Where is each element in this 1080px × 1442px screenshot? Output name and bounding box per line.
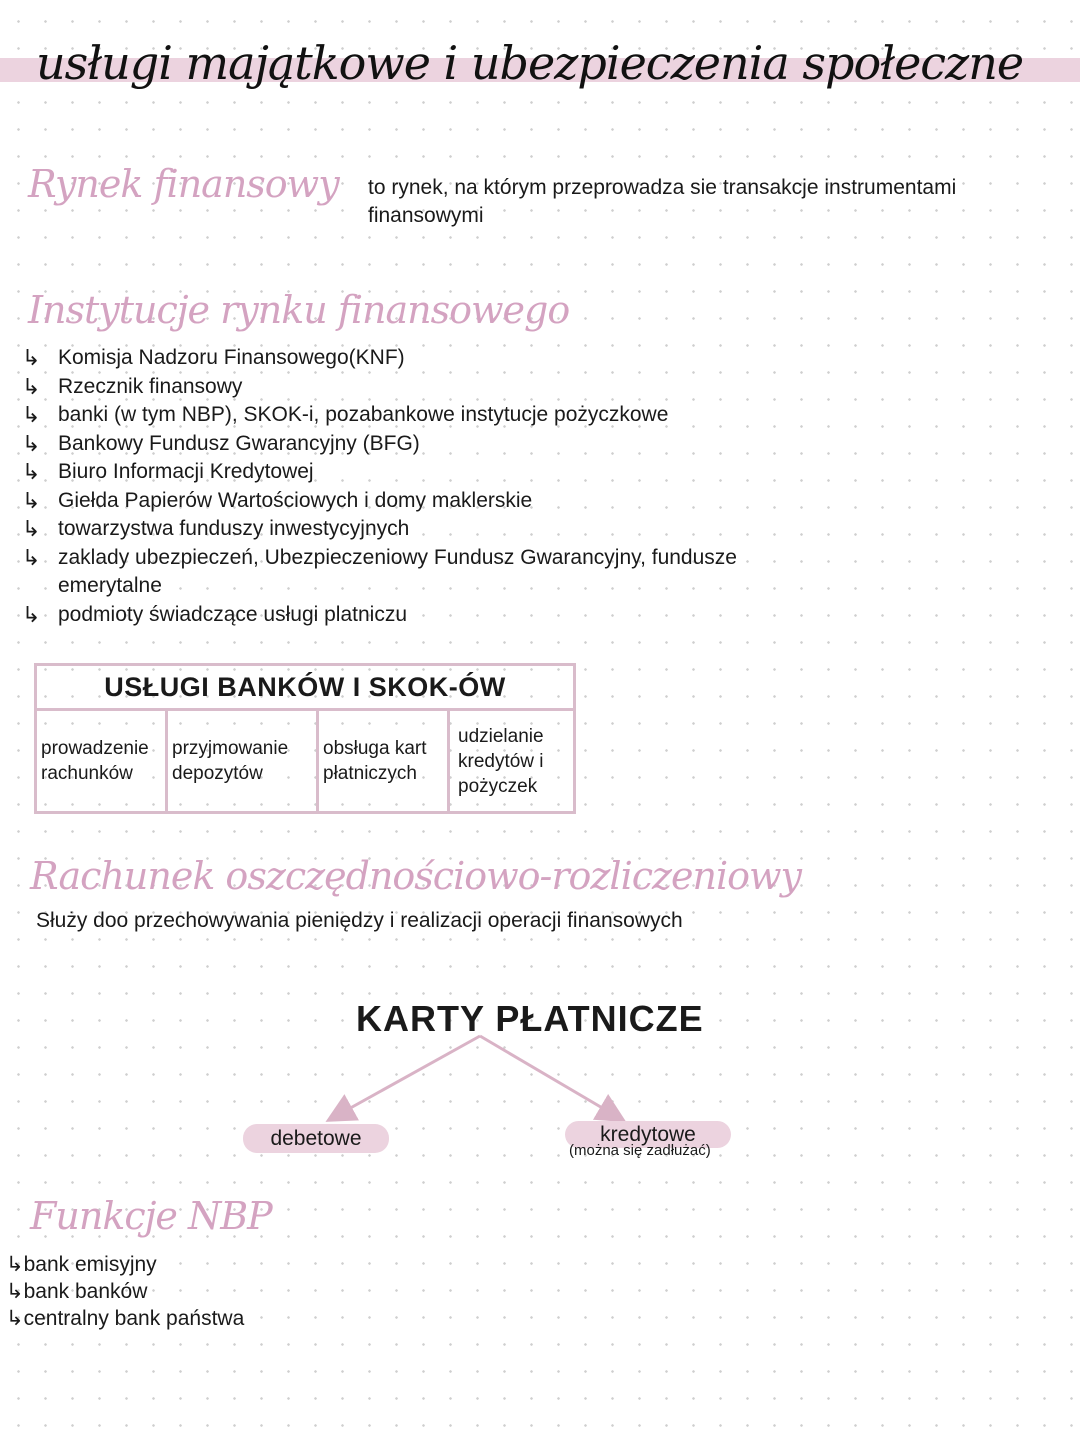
- uslugi-table: [34, 663, 576, 814]
- arrow-icon: ↳: [22, 373, 41, 399]
- list-item: [22, 544, 818, 601]
- list-item: [22, 344, 818, 373]
- list-item-text: bank banków: [23, 1280, 148, 1303]
- arrow-icon: ↳: [22, 487, 41, 513]
- rachunek-heading: Rachunek oszczędnościowo-rozliczeniowy: [30, 854, 802, 898]
- list-item: [22, 487, 818, 516]
- table-header: USŁUGI BANKÓW I SKOK-ÓW: [36, 665, 575, 710]
- table-cell: przyjmowanie depozytów: [167, 710, 318, 813]
- list-item-text: podmioty świadczące usługi platniczu: [58, 602, 408, 626]
- list-item-text: towarzystwa funduszy inwestycyjnych: [58, 517, 410, 540]
- rynek-definition: to rynek, na którym przeprowadza sie transakcje instrumentami finansowymi: [368, 176, 957, 227]
- page-title: usługi majątkowe i ubezpieczenia społeczne: [36, 36, 1024, 90]
- instytucje-list: [22, 344, 818, 629]
- list-item: [22, 601, 818, 630]
- arrow-icon: ↳: [22, 402, 41, 427]
- arrow-left: [336, 1036, 480, 1116]
- list-item-text: zaklady ubezpieczeń, Ubezpieczeniowy Fundusz Gwarancyjny, fundusze emerytalne: [58, 545, 737, 597]
- list-item: [22, 401, 818, 430]
- list-item: [6, 1305, 244, 1332]
- arrow-icon: ↳: [22, 601, 41, 627]
- list-item: [22, 430, 818, 459]
- list-item-text: Bankowy Fundusz Gwarancyjny (BFG): [58, 431, 420, 455]
- karty-heading: KARTY PŁATNICZE: [356, 998, 704, 1039]
- arrow-right: [480, 1036, 616, 1116]
- list-item-text: bank emisyjny: [23, 1253, 157, 1276]
- kredytowe-note: (można się zadłużać): [569, 1142, 711, 1159]
- arrow-icon: ↳: [6, 1280, 24, 1303]
- karty-arrows: [320, 1030, 640, 1130]
- list-item-text: Biuro Informacji Kredytowej: [58, 460, 314, 483]
- list-item: [22, 373, 818, 402]
- table-cell: udzielanie kredytów i pożyczek: [449, 710, 575, 813]
- arrow-icon: ↳: [22, 544, 41, 570]
- list-item-text: banki (w tym NBP), SKOK-i, pozabankowe instytucje pożyczkowe: [58, 403, 669, 426]
- table-cell: obsługa kart płatniczych: [318, 710, 449, 813]
- arrow-icon: ↳: [22, 345, 41, 370]
- list-item: [22, 458, 818, 487]
- instytucje-heading: Instytucje rynku finansowego: [28, 288, 570, 332]
- nbp-heading: Funkcje NBP: [30, 1194, 272, 1238]
- nbp-list: [6, 1251, 244, 1332]
- rachunek-text: Służy doo przechowywania pieniędzy i realizacji operacji finansowych: [36, 909, 683, 932]
- list-item-text: centralny bank państwa: [23, 1307, 245, 1330]
- list-item: [6, 1251, 244, 1278]
- arrow-icon: ↳: [22, 459, 41, 484]
- rynek-heading: Rynek finansowy: [28, 162, 339, 206]
- arrow-icon: ↳: [6, 1253, 24, 1276]
- table-cell: prowadzenie rachunków: [36, 710, 167, 813]
- list-item-text: Komisja Nadzoru Finansowego(KNF): [58, 346, 405, 369]
- list-item-text: Giełda Papierów Wartościowych i domy maklerskie: [58, 488, 533, 512]
- list-item: [22, 515, 818, 544]
- arrow-icon: ↳: [22, 516, 41, 541]
- debetowe-pill: debetowe: [243, 1124, 389, 1153]
- arrow-icon: ↳: [22, 430, 41, 456]
- arrow-icon: ↳: [6, 1307, 24, 1330]
- list-item-text: Rzecznik finansowy: [58, 374, 243, 398]
- list-item: [6, 1278, 244, 1305]
- kredytowe-pill: kredytowe: [565, 1121, 731, 1148]
